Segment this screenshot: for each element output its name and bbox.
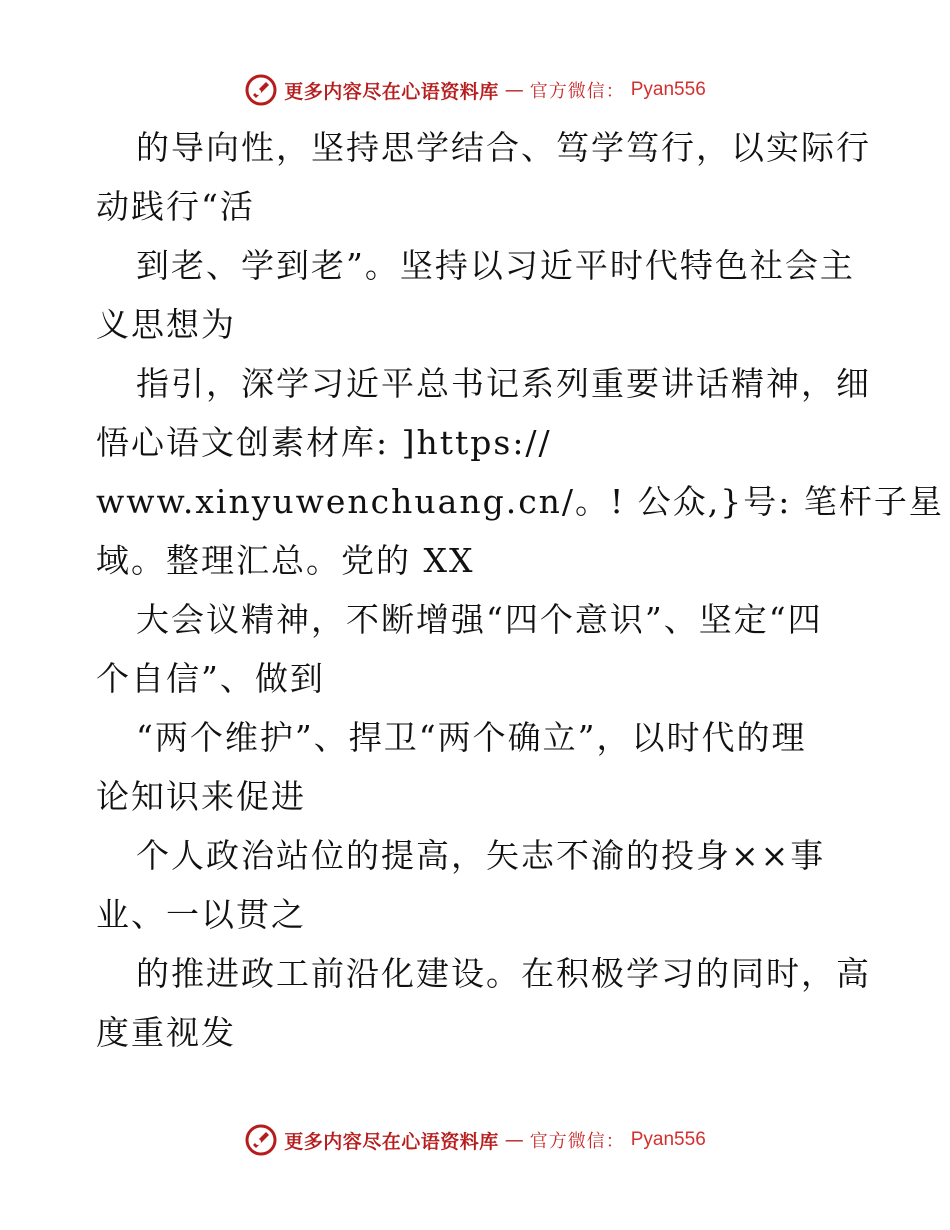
body-line: 到老、学到老”。坚持以习近平时代特色社会主	[136, 246, 855, 285]
banner-wechat-label: 官方微信：	[529, 81, 625, 102]
body-line: 个人政治站位的提高，矢志不渝的投身××事	[136, 836, 826, 875]
seal-logo-icon	[244, 1123, 278, 1157]
body-line: 个自信”、做到	[96, 659, 325, 698]
banner-dash: —	[504, 1129, 524, 1151]
body-line: 业、一以贯之	[96, 895, 306, 934]
banner-title: 更多内容尽在心语资料库	[284, 80, 499, 103]
body-line: 的推进政工前沿化建设。在积极学习的同时，高	[136, 954, 871, 993]
seal-logo-icon	[244, 73, 278, 107]
body-line: 域。整理汇总。党的 XX	[96, 541, 475, 580]
body-line: 度重视发	[96, 1013, 236, 1052]
banner-dash: —	[504, 79, 524, 101]
body-line: 义思想为	[96, 305, 236, 344]
body-line: 论知识来促进	[96, 777, 306, 816]
footer-banner	[0, 1120, 950, 1160]
banner-wechat-label: 官方微信：	[529, 1131, 625, 1152]
banner-wechat-id: Pyan556	[630, 79, 706, 100]
banner-title: 更多内容尽在心语资料库	[284, 1130, 499, 1153]
body-line: 悟心语文创素材库: ]https://	[96, 423, 552, 462]
body-line: 大会议精神，不断增强“四个意识”、坚定“四	[136, 600, 823, 639]
document-body	[96, 118, 944, 1062]
header-banner	[0, 70, 950, 110]
body-line: 的导向性，坚持思学结合、笃学笃行，以实际行	[136, 128, 871, 167]
banner-wechat-id: Pyan556	[630, 1129, 706, 1150]
body-line: “两个维护”、捍卫“两个确立”，以时代的理	[136, 718, 807, 757]
body-line: 指引，深学习近平总书记系列重要讲话精神，细	[136, 364, 871, 403]
body-line: www.xinyuwenchuang.cn/。! 公众,}号: 笔杆子星	[96, 482, 944, 521]
body-line: 动践行“活	[96, 187, 255, 226]
